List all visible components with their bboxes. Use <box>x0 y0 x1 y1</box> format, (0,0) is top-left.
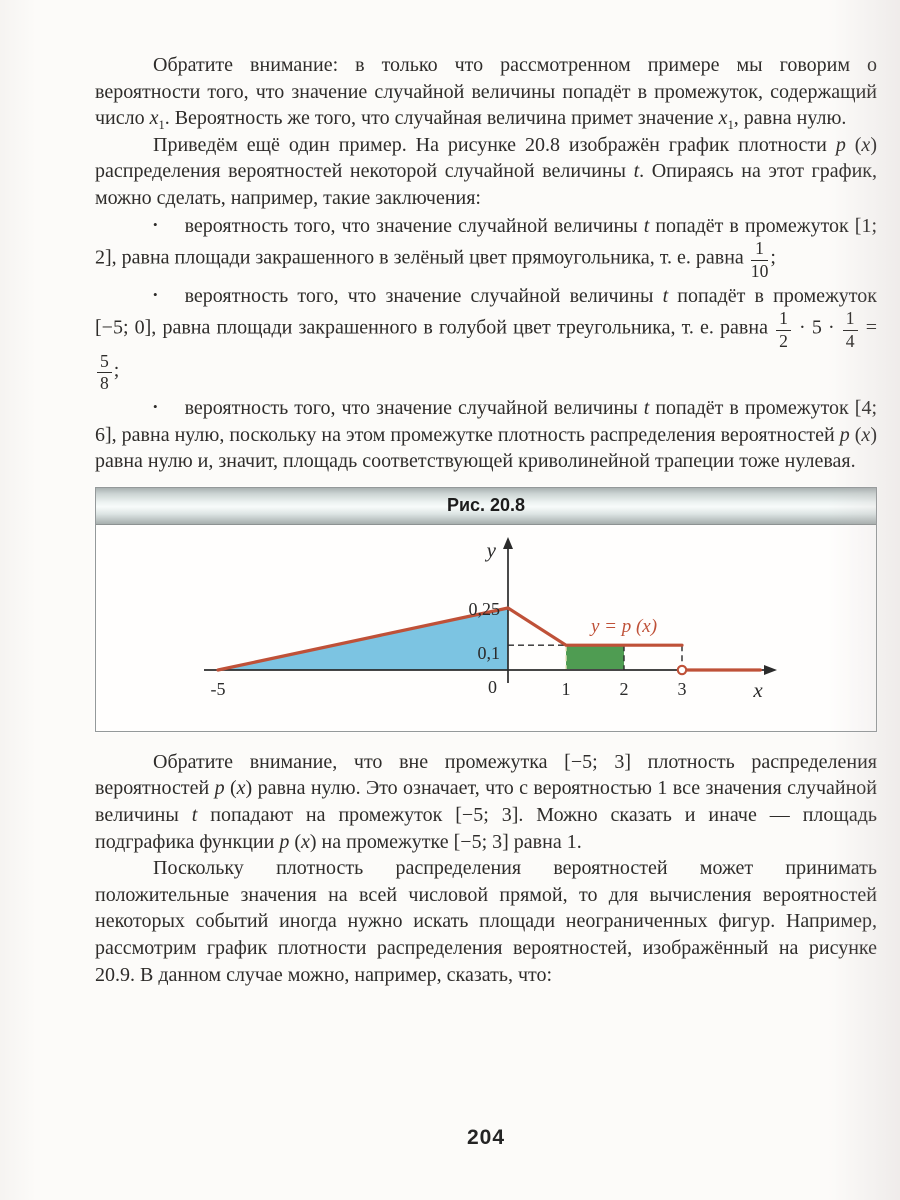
paragraph: Приведём ещё один пример. На рисунке 20.8 изображён график плотности p (x) распределения вероятностей некоторой случайной величины t. Опираясь на этот график, можно сделать, например, такие заключения: <box>95 133 877 209</box>
fraction: $\frac{1}{4}$ <box>841 309 860 351</box>
bullet-item: • вероятность того, что значение случайной величины t попадёт в промежуток [4; 6], равна нулю, поскольку на этом промежутке плотность распределения вероятностей p (x) равна нулю и, значит, площадь соответствующей криволинейной трапеции тоже нулевая. <box>95 396 878 473</box>
y-axis-label: y <box>486 537 496 562</box>
fraction: $\frac{1}{10}$ <box>750 238 769 281</box>
x-tick-label: 1 <box>561 678 571 699</box>
figure-title: Рис. 20.8 <box>446 495 526 516</box>
bullet-marker: • <box>153 398 158 414</box>
paragraph: Обратите внимание: в только что рассмотренном примере мы говорим о вероятности того, что значение случайной величины попадёт в промежуток, содержащий число $x_1$. Вероятность же того, что случайная величина примет значение $x_1$, равна нулю. <box>95 54 877 133</box>
paragraphs-after-figure <box>95 749 877 988</box>
green-rect-region <box>566 645 624 669</box>
x-tick-label: 3 <box>677 678 687 699</box>
y-tick-label: 0,1 <box>477 642 500 663</box>
figure-20-8 <box>95 487 877 732</box>
x-tick-label: 0 <box>488 676 497 697</box>
density-chart <box>96 525 876 731</box>
x-tick-label: -5 <box>210 678 226 699</box>
bullet-marker: • <box>153 216 158 232</box>
x-axis-label: x <box>753 677 763 702</box>
paragraph: Обратите внимание, что вне промежутка [−5; 3] плотность распределения вероятностей p (x) равна нулю. Это означает, что с вероятностью 1 все значения случайной величины t попадают на промежуток [−5; 3]. Можно сказать и иначе — площадь подграфика функции p (x) на промежутке [−5; 3] равна 1. <box>95 750 878 853</box>
open-point <box>678 666 686 674</box>
text-column <box>95 52 877 988</box>
fraction: $\frac{5}{8}$ <box>95 352 114 394</box>
x-tick-label: 2 <box>619 678 629 699</box>
page-number: 204 <box>466 1126 506 1149</box>
x-axis-arrow <box>764 665 777 675</box>
fraction: $\frac{1}{2}$ <box>774 309 793 351</box>
y-axis-arrow <box>503 537 513 549</box>
bullet-item: • вероятность того, что значение случайной величины t попадёт в промежуток [−5; 0], равна площади закрашенного в голубой цвет треугольника, т. е. равна $\frac{1}{2}$ · 5 · $\frac{1}{4}$ = $\frac{5}{8}$ ; <box>95 284 878 394</box>
bullet-item: • вероятность того, что значение случайной величины t попадёт в промежуток [1; 2], равна площади закрашенного в зелёный цвет прямоугольника, т. е. равна $\frac{1}{10}$ ; <box>95 214 878 281</box>
figure-plot-area <box>96 525 876 731</box>
figure-caption-bar <box>96 488 876 525</box>
bullet-marker: • <box>153 286 158 302</box>
paragraphs-before-figure <box>95 52 877 475</box>
curve-label: y = p (x) <box>590 615 658 637</box>
y-tick-label: 0,25 <box>468 598 500 619</box>
paragraph: Поскольку плотность распределения вероятностей может принимать положительные значения на всей числовой прямой, то для вычисления вероятностей некоторых событий иногда нужно искать площади неограниченных фигур. Например, рассмотрим график плотности распределения вероятностей, изображённый на рисунке 20.9. В данном случае можно, например, сказать, что: <box>95 857 877 986</box>
